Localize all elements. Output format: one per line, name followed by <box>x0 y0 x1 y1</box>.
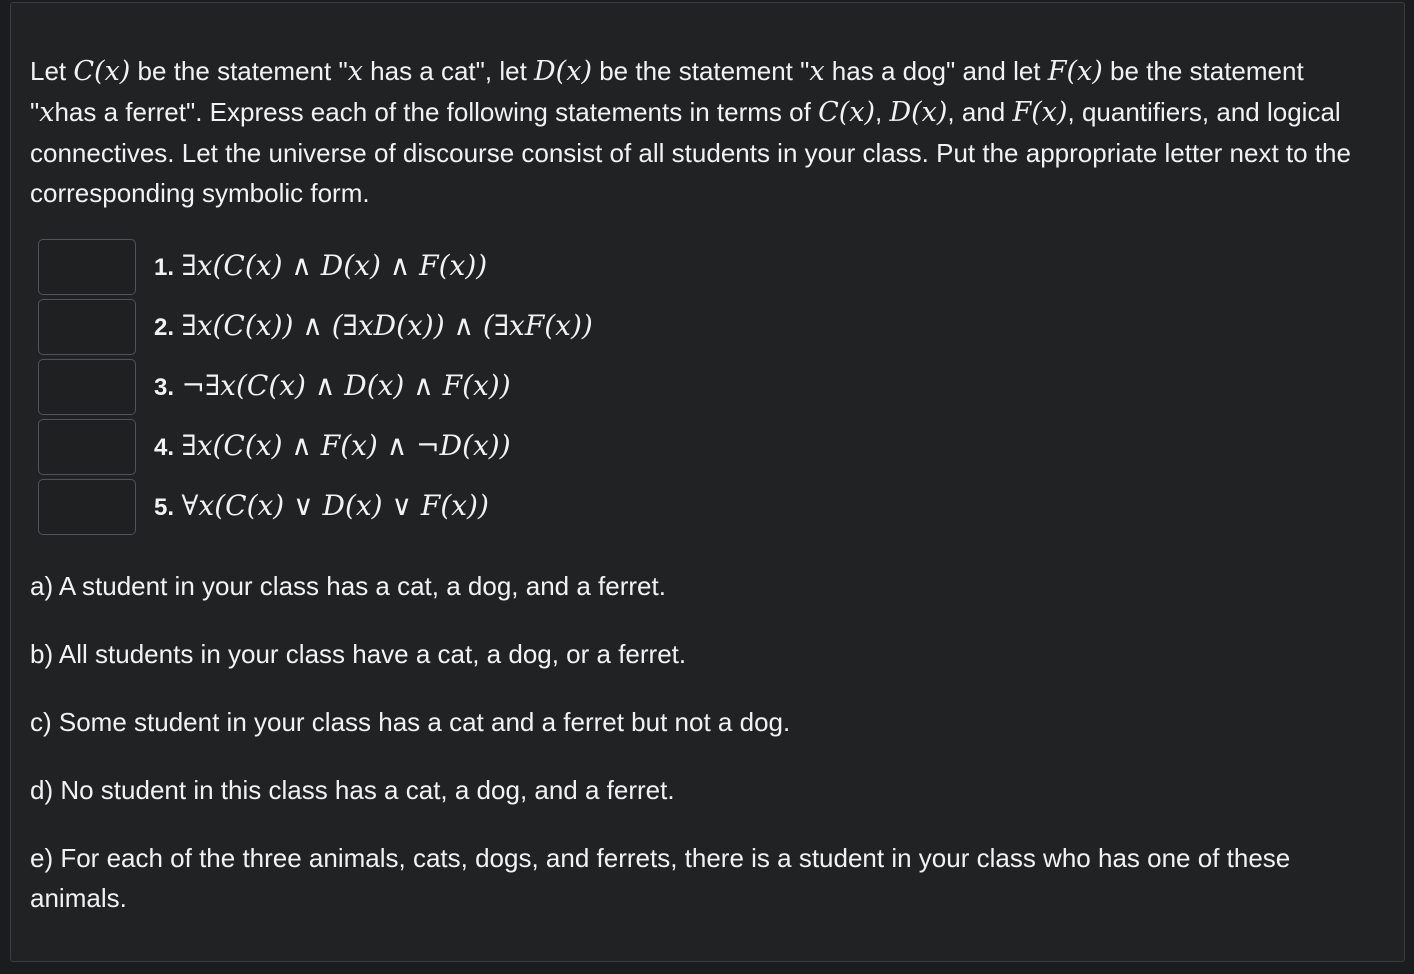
statement-c: c) Some student in your class has a cat and a ferret but not a dog. <box>30 707 791 737</box>
intro-text: Let <box>30 56 74 86</box>
formula-1 <box>154 245 487 289</box>
intro-text: be the statement " <box>30 56 1304 127</box>
intro-text: be the statement " <box>130 56 348 86</box>
intro-text: has a dog" and let <box>824 56 1048 86</box>
formula-expression: ∃x(C(x) ∧ F(x) ∧ ¬D(x)) <box>181 429 511 462</box>
statement-d: d) No student in this class has a cat, a dog, and a ferret. <box>30 775 675 805</box>
intro-text: has a cat", let <box>362 56 535 86</box>
math-f-of-x: F(x) <box>1012 97 1068 128</box>
statement-b: b) All students in your class have a cat, a dog, or a ferret. <box>30 639 687 669</box>
question-intro <box>30 51 1375 213</box>
intro-text: , <box>875 97 890 127</box>
answer-input-3[interactable] <box>38 359 136 415</box>
formula-5 <box>154 485 489 529</box>
formula-number: 3. <box>154 374 175 401</box>
math-c-of-x: C(x) <box>818 97 876 128</box>
answer-input-1[interactable] <box>38 239 136 295</box>
math-x: x <box>809 56 825 87</box>
formula-number: 4. <box>154 434 175 461</box>
intro-text: , quantifiers, and logical connectives. Let the universe of discourse consist of all students in your class. Put the appropriate letter next to the corresponding symbolic form. <box>30 97 1351 208</box>
formula-expression: ¬∃x(C(x) ∧ D(x) ∧ F(x)) <box>181 369 511 402</box>
math-x: x <box>39 97 55 128</box>
answer-input-4[interactable] <box>38 419 136 475</box>
math-d-of-x: D(x) <box>889 97 948 128</box>
formula-number: 1. <box>154 254 175 281</box>
statement-a: a) A student in your class has a cat, a dog, and a ferret. <box>30 571 666 601</box>
formula-expression: ∀x(C(x) ∨ D(x) ∨ F(x)) <box>181 489 489 522</box>
formula-number: 2. <box>154 314 175 341</box>
math-c-of-x: C(x) <box>73 56 131 87</box>
intro-text: be the statement " <box>591 56 810 86</box>
intro-text: has a ferret". Express each of the following statements in terms of <box>54 97 819 127</box>
formula-expression: ∃x(C(x) ∧ D(x) ∧ F(x)) <box>181 249 488 282</box>
formula-2 <box>154 305 593 349</box>
math-x: x <box>347 56 363 87</box>
question-panel <box>10 2 1405 962</box>
formula-4 <box>154 425 511 469</box>
formula-expression: ∃x(C(x)) ∧ (∃xD(x)) ∧ (∃xF(x)) <box>181 309 593 342</box>
math-d-of-x: D(x) <box>534 56 592 87</box>
statement-e: e) For each of the three animals, cats, dogs, and ferrets, there is a student in your class who has one of these animals. <box>30 843 1291 913</box>
answer-input-2[interactable] <box>38 299 136 355</box>
answer-input-5[interactable] <box>38 479 136 535</box>
math-f-of-x: F(x) <box>1047 56 1103 87</box>
formula-3 <box>154 365 511 409</box>
formula-number: 5. <box>154 494 175 521</box>
intro-text: , and <box>947 97 1013 127</box>
